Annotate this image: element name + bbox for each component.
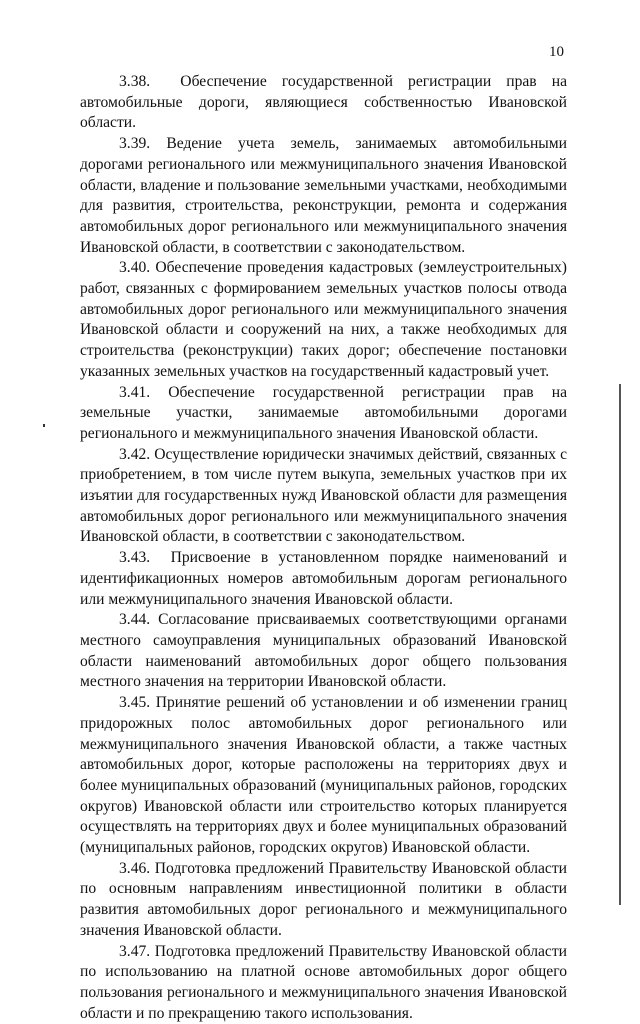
paragraph-3-46: 3.46. Подготовка предложений Правительству Ивановской области по основным направлениям инвестиционной политики в области развития автомобильных дорог регионального и межмуниципального значения Ивановской области. (80, 859, 567, 939)
paragraph-3-47: 3.47. Подготовка предложений Правительству Ивановской области по использованию на платной основе автомобильных дорог общего пользования регионального и межмуниципального значения Ивановской области и по прекращению такого использования. (80, 942, 567, 1022)
paragraph-3-41: 3.41. Обеспечение государственной регистрации прав на земельные участки, занимаемые автомобильными дорогами регионального и межмуниципального значения Ивановской области. (80, 383, 567, 442)
paragraph-3-44: 3.44. Согласование присваиваемых соответствующими органами местного самоуправления муниципальных образований Ивановской области наименований автомобильных дорог общего пользования местного значения на территории Ивановской области. (80, 611, 567, 691)
scan-edge-line (619, 384, 621, 905)
document-body (80, 72, 567, 1024)
paragraph-3-42: 3.42. Осуществление юридически значимых действий, связанных с приобретением, в том числе путем выкупа, земельных участков при их изъятии для государственных нужд Ивановской области для размещения автомобильных дорог регионального или межмуниципального значения Ивановской области, в соответствии с законодательством. (80, 445, 567, 546)
scan-speck (43, 424, 45, 427)
paragraph-3-40: 3.40. Обеспечение проведения кадастровых (землеустроительных) работ, связанных с формированием земельных участков полосы отвода автомобильных дорог регионального или межмуниципального значения Ивановской области и сооружений на них, а также необходимых для строительства (реконструкции) таких дорог; обеспечение постановки указанных земельных участков на государственный кадастровый учет. (80, 259, 567, 380)
paragraph-3-39: 3.39. Ведение учета земель, занимаемых автомобильными дорогами регионального или межмуниципального значения Ивановской области, владение и пользование земельными участками, необходимыми для развития, строительства, реконструкции, ремонта и содержания автомобильных дорог регионального или межмуниципального значения Ивановской области, в соответствии с законодательством. (80, 135, 567, 256)
page-number: 10 (549, 44, 564, 60)
paragraph-3-38: 3.38. Обеспечение государственной регистрации прав на автомобильные дороги, являющиеся собственностью Ивановской области. (80, 73, 567, 132)
paragraph-3-45: 3.45. Принятие решений об установлении и об изменении границ придорожных полос автомобильных дорог регионального или межмуниципального значения Ивановской области, а также частных автомобильных дорог, которые расположены на территориях двух и более муниципальных образований (муниципальных районов, городских округов) Ивановской области или строительство которых планируется осуществлять на территориях двух и более муниципальных образований (муниципальных районов, городских округов) Ивановской области. (80, 694, 567, 857)
paragraph-3-43: 3.43. Присвоение в установленном порядке наименований и идентификационных номеров автомобильным дорогам регионального или межмуниципального значения Ивановской области. (80, 549, 567, 608)
